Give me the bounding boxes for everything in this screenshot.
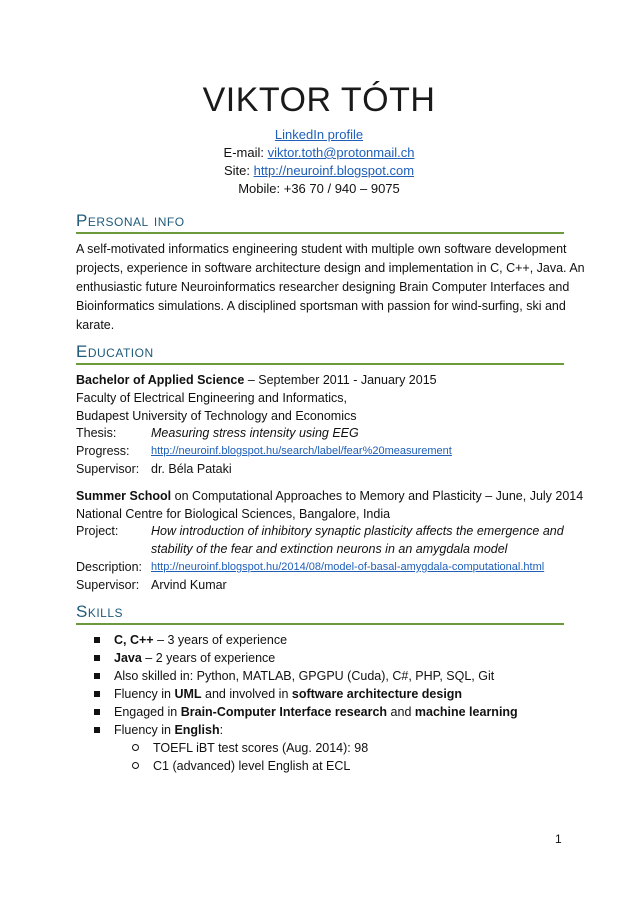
skill-subitem xyxy=(132,739,368,757)
summer-school-detail: on Computational Approaches to Memory and Plasticity – June, July 2014 xyxy=(171,489,584,503)
skill-bold: UML xyxy=(174,687,202,701)
personal-line-3: enthusiastic future Neuroinformatics researcher designing Brain Computer Interfaces and xyxy=(76,280,570,294)
skill-item xyxy=(94,703,518,721)
thesis-value: Measuring stress intensity using EEG xyxy=(151,426,359,440)
bsc-line xyxy=(76,371,437,389)
skill-text: Fluency in xyxy=(114,687,175,701)
skill-text: : xyxy=(219,723,224,737)
thesis-label: Thesis: xyxy=(76,426,117,440)
skill-item xyxy=(94,631,287,649)
skill-bold: English xyxy=(174,723,220,737)
skill-subitem xyxy=(132,757,350,775)
project-label: Project: xyxy=(76,524,119,538)
section-divider xyxy=(76,232,564,234)
personal-line-1: A self-motivated informatics engineering student with multiple own software development xyxy=(76,242,567,256)
skill-item xyxy=(94,721,223,739)
skill-text: Engaged in xyxy=(114,705,181,719)
skill-text: – 2 years of experience xyxy=(141,651,276,665)
summer-school-line xyxy=(76,487,583,505)
candidate-name: VIKTOR TÓTH xyxy=(202,81,436,119)
summer-school-name: Summer School xyxy=(76,489,172,503)
email-label: E-mail: xyxy=(223,145,268,160)
square-bullet-icon xyxy=(94,691,100,697)
skill-bold: machine learning xyxy=(414,705,518,719)
linkedin-link[interactable]: LinkedIn profile xyxy=(274,127,364,142)
summer-supervisor-value: Arvind Kumar xyxy=(151,578,227,592)
email-link[interactable]: viktor.toth@protonmail.ch xyxy=(267,145,415,160)
bsc-degree: Bachelor of Applied Science xyxy=(76,373,245,387)
skill-text: Also skilled in: Python, MATLAB, GPGPU (Cuda), C#, PHP, SQL, Git xyxy=(114,669,495,683)
summer-institute: National Centre for Biological Sciences, Bangalore, India xyxy=(76,507,391,521)
education-heading: Education xyxy=(76,342,154,361)
square-bullet-icon xyxy=(94,637,100,643)
skill-bold: Java xyxy=(114,651,142,665)
bsc-dates: – September 2011 - January 2015 xyxy=(244,373,437,387)
progress-link[interactable]: http://neuroinf.blogspot.hu/search/label/fear%20measurement xyxy=(151,445,452,457)
linkedin-line xyxy=(0,126,638,143)
square-bullet-icon xyxy=(94,709,100,715)
summer-supervisor-label: Supervisor: xyxy=(76,578,140,592)
bsc-supervisor-value: dr. Béla Pataki xyxy=(151,462,232,476)
skill-subitem-text: TOEFL iBT test scores (Aug. 2014): 98 xyxy=(153,741,369,755)
square-bullet-icon xyxy=(94,673,100,679)
skill-text: and involved in xyxy=(201,687,292,701)
circle-bullet-icon xyxy=(132,744,139,751)
skill-item xyxy=(94,667,494,685)
page-number: 1 xyxy=(555,832,562,846)
description-link[interactable]: http://neuroinf.blogspot.hu/2014/08/model-of-basal-amygdala-computational.html xyxy=(151,561,545,573)
skill-subitem-text: C1 (advanced) level English at ECL xyxy=(153,759,351,773)
personal-line-2: projects, experience in software architecture design and implementation in C, C++, Java. An xyxy=(76,261,585,275)
project-line-2: stability of the fear and extinction neurons in an amygdala model xyxy=(151,542,508,556)
mobile-line: Mobile: +36 70 / 940 – 9075 xyxy=(238,181,400,196)
section-divider xyxy=(76,623,564,625)
personal-info-heading: Personal info xyxy=(76,211,185,230)
description-label: Description: xyxy=(76,560,142,574)
personal-line-5: karate. xyxy=(76,318,115,332)
skill-text: – 3 years of experience xyxy=(153,633,288,647)
email-line xyxy=(0,144,638,161)
personal-line-4: Bioinformatics simulations. A disciplined sportsman with passion for wind-surfing, ski and xyxy=(76,299,566,313)
skill-text: and xyxy=(387,705,415,719)
skills-heading: Skills xyxy=(76,602,124,621)
square-bullet-icon xyxy=(94,655,100,661)
section-divider xyxy=(76,363,564,365)
skill-item xyxy=(94,685,462,703)
bsc-supervisor-label: Supervisor: xyxy=(76,462,140,476)
square-bullet-icon xyxy=(94,727,100,733)
skill-bold: software architecture design xyxy=(291,687,463,701)
skill-bold: Brain-Computer Interface research xyxy=(180,705,388,719)
bsc-university: Budapest University of Technology and Economics xyxy=(76,409,357,423)
bsc-faculty: Faculty of Electrical Engineering and Informatics, xyxy=(76,391,347,405)
site-label: Site: xyxy=(223,163,254,178)
skill-item xyxy=(94,649,275,667)
project-line-1: How introduction of inhibitory synaptic plasticity affects the emergence and xyxy=(151,524,564,538)
site-line xyxy=(0,162,638,179)
progress-label: Progress: xyxy=(76,444,130,458)
skill-text: Fluency in xyxy=(114,723,175,737)
skill-bold: C, C++ xyxy=(114,633,154,647)
site-link[interactable]: http://neuroinf.blogspot.com xyxy=(253,163,415,178)
circle-bullet-icon xyxy=(132,762,139,769)
